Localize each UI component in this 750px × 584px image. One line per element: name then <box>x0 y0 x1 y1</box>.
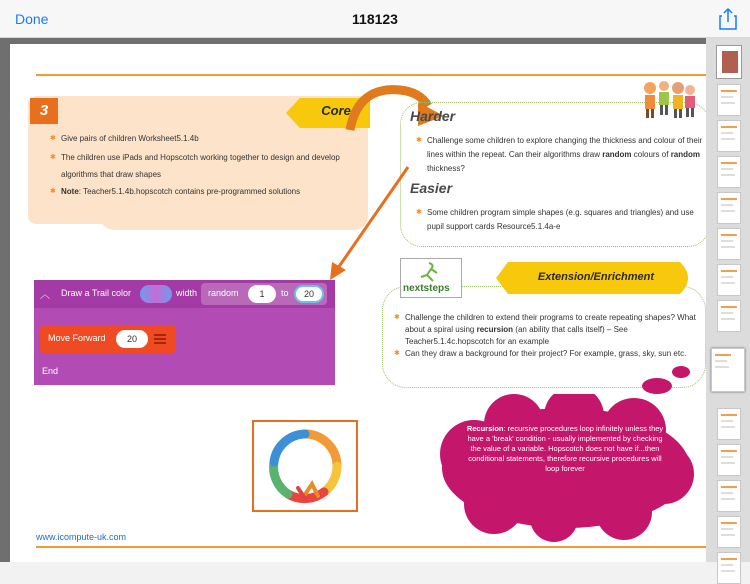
share-icon[interactable] <box>718 8 738 30</box>
top-divider <box>36 74 712 76</box>
harder-heading: Harder <box>410 108 456 124</box>
children-illustration-icon <box>640 78 696 120</box>
thought-bubble-small <box>672 366 690 378</box>
easier-bullet-list <box>418 206 704 234</box>
page-thumbnail[interactable] <box>717 264 741 296</box>
core-label: Core <box>321 103 351 118</box>
core-bullet-list <box>52 132 348 199</box>
random-max-field: 20 <box>294 285 324 303</box>
draw-trail-block <box>34 280 335 308</box>
core-bullet: ✱ Give pairs of children Worksheet5.1.4b <box>52 132 348 146</box>
random-label: random <box>208 288 239 298</box>
done-button[interactable]: Done <box>15 11 49 27</box>
document-title: 118123 <box>352 11 398 27</box>
drag-handle-icon <box>154 332 166 346</box>
easier-bullet: ✱ Some children program simple shapes (e.g. squares and triangles) and use pupil support cards Resource5.1.4a-e <box>418 206 704 234</box>
draw-trail-label: Draw a Trail color <box>61 288 132 298</box>
to-label: to <box>281 288 289 298</box>
page-thumbnail[interactable] <box>717 228 741 260</box>
extension-bullet: ✱ Can they draw a background for their project? For example, grass, sky, sun etc. <box>396 348 696 360</box>
page-thumbnail[interactable] <box>717 552 741 584</box>
end-label: End <box>42 366 59 376</box>
lesson-number-badge: 3 <box>30 98 58 124</box>
page-thumbnail-current[interactable] <box>711 348 745 392</box>
page-thumbnail-strip[interactable] <box>706 38 750 562</box>
thought-bubble-medium <box>642 378 672 394</box>
move-distance-field: 20 <box>116 330 148 348</box>
runner-icon <box>419 261 441 283</box>
page-thumbnail[interactable] <box>717 192 741 224</box>
move-forward-label: Move Forward <box>48 333 106 343</box>
navigation-bar <box>0 0 750 38</box>
page-thumbnail[interactable] <box>717 120 741 152</box>
extension-bullet: ✱ Challenge the children to extend their programs to create repeating shapes? What about a spiral using recursion (an ability that calls itself) – See Teacher5.1.4c.hopscotch for an example <box>396 312 696 348</box>
easier-heading: Easier <box>410 180 453 196</box>
page-thumbnail[interactable] <box>717 444 741 476</box>
document-viewer[interactable] <box>0 38 706 562</box>
page-thumbnail[interactable] <box>717 156 741 188</box>
chevron-up-icon: ︿ <box>40 290 50 301</box>
page-thumbnail[interactable] <box>717 516 741 548</box>
core-note: ✱ Note: Teacher5.1.4b.hopscotch contains pre-programmed solutions <box>52 185 348 199</box>
nextsteps-logo <box>400 258 462 298</box>
width-label: width <box>176 288 198 298</box>
footer-link[interactable]: www.icompute-uk.com <box>36 532 127 542</box>
random-min-field: 1 <box>248 285 276 303</box>
arrow-icon <box>322 164 412 282</box>
harder-bullet: ✱ Challenge some children to explore changing the thickness and colour of their lines within the repeat. Can their algorithms draw random colours of random thickness? <box>418 134 704 176</box>
logo-text: nextsteps <box>403 283 450 294</box>
extension-heading: Extension/Enrichment <box>537 271 655 283</box>
recursion-definition: Recursion: recursive procedures loop infinitely unless they have a 'break' condition - usually implemented by checking the value of a variable. Hopscotch does not have if...then conditional statements, therefore recursive procedures will loop forever <box>466 424 664 473</box>
page-thumbnail[interactable] <box>717 300 741 332</box>
document-page <box>10 44 706 562</box>
spiral-drawing <box>254 422 356 510</box>
page-thumbnail[interactable] <box>717 408 741 440</box>
core-bullet: ✱ The children use iPads and Hopscotch working together to design and develop algorithms that draw shapes <box>52 149 348 183</box>
page-thumbnail[interactable] <box>717 84 741 116</box>
extension-bullet-list <box>396 312 696 360</box>
page-thumbnail[interactable] <box>717 480 741 512</box>
harder-bullet-list <box>418 134 704 176</box>
page-thumbnail[interactable] <box>717 46 741 78</box>
move-forward-block <box>40 325 176 353</box>
color-swatch <box>140 285 172 303</box>
spiral-drawing-image <box>252 420 358 512</box>
bottom-divider <box>36 546 712 548</box>
